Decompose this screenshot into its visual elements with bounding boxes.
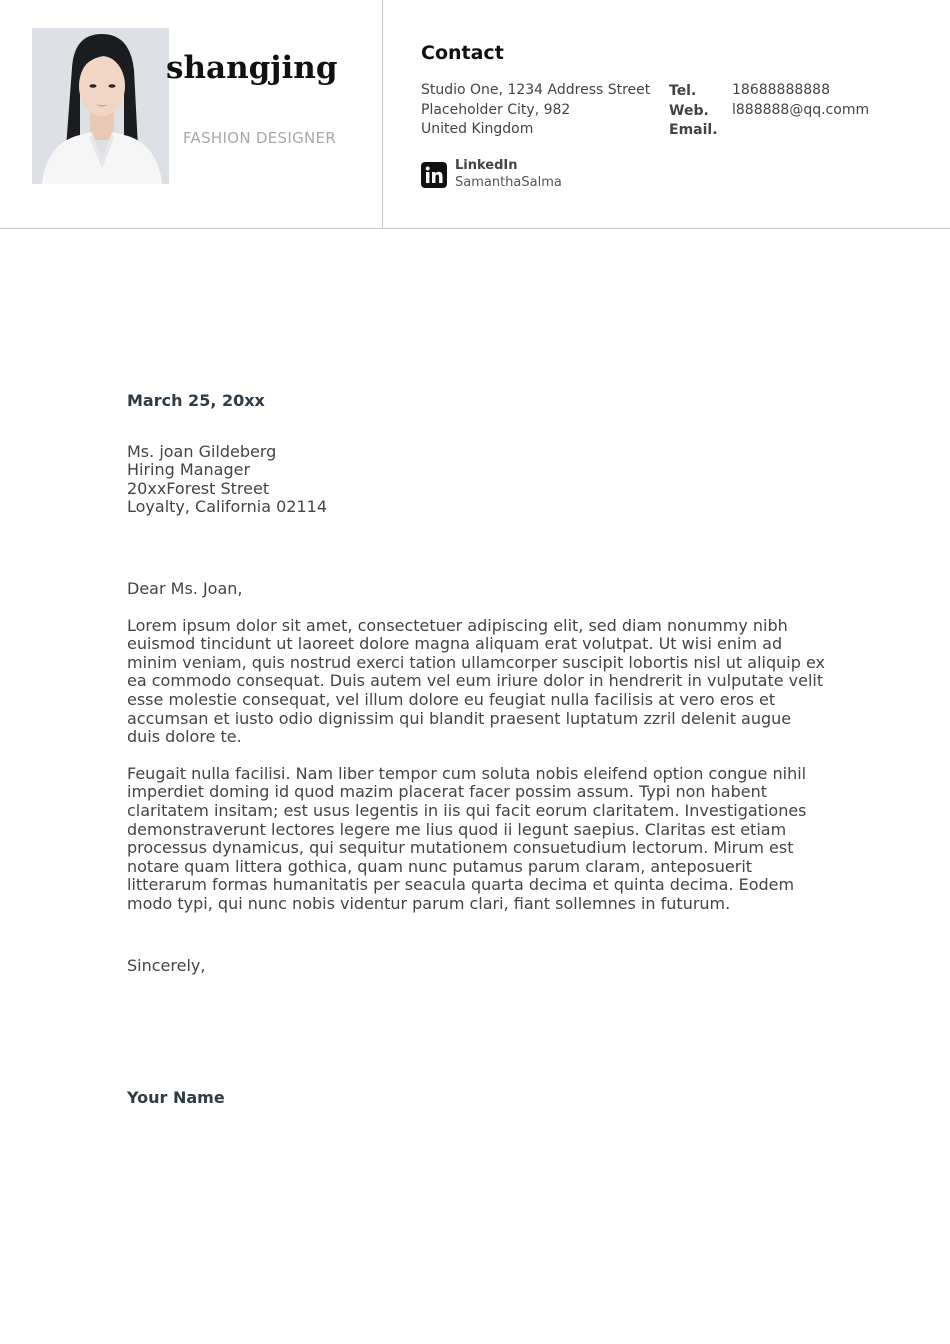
contact-labels xyxy=(669,82,718,141)
body-paragraph: Feugait nulla facilisi. Nam liber tempor cum soluta nobis eleifend option congue nihil imperdiet doming id quod mazim placerat facer possim assum. Typi non habent claritatem insitam; est usus legentis in iis qui facit eorum claritatem. Investigationes demonstraverunt lectores legere me lius quod ii legunt saepius. Claritas est etiam processus dynamicus, qui sequitur mutationem consuetudium lectorum. Mirum est notare quam littera gothica, quam nunc putamus parum claram, anteposuerit litterarum formas humanitatis per seacula quarta decima et quinta decima. Eodem modo typi, qui nunc nobis videntur parum clari, fiant sollemnes in futurum. xyxy=(127,763,807,913)
web-label: Web. xyxy=(669,102,709,119)
web-value: l888888@qq.comm xyxy=(732,101,870,118)
closing: Sincerely, xyxy=(127,956,206,976)
signature-name: Your Name xyxy=(127,1088,225,1108)
profile-photo xyxy=(32,28,169,184)
tel-label: Tel. xyxy=(669,83,697,99)
tel-value: 18688888888 xyxy=(732,82,830,98)
linkedin-label: LinkedIn xyxy=(455,158,518,173)
linkedin-handle[interactable]: SamanthaSalma xyxy=(455,175,562,190)
job-title: FASHION DESIGNER xyxy=(183,129,337,147)
header-divider xyxy=(382,0,383,228)
cover-letter-body xyxy=(127,392,827,1108)
contact-address xyxy=(421,81,650,140)
recipient-line: Loyalty, California 02114 xyxy=(127,497,328,517)
portrait-image xyxy=(32,28,169,184)
recipient-block xyxy=(127,443,827,517)
body-paragraph: Lorem ipsum dolor sit amet, consectetuer adipiscing elit, sed diam nonummy nibh euismod tincidunt ut laoreet dolore magna aliquam erat volutpat. Ut wisi enim ad minim veniam, quis nostrud exerci tation ullamcorper suscipit lobortis nisl ut aliquip ex ea commodo consequat. Duis autem vel eum iriure dolor in hendrerit in vulputate velit esse molestie consequat, vel illum dolore eu feugiat nulla facilisis at vero eros et accumsan et iusto odio dignissim qui blandit praesent luptatum zzril delenit augue duis dolore te. xyxy=(127,615,825,747)
address-line: Studio One, 1234 Address Street xyxy=(421,82,651,98)
recipient-line: 20xxForest Street xyxy=(127,478,270,498)
resume-header xyxy=(0,0,950,229)
email-label: Email. xyxy=(669,122,718,138)
address-line: Placeholder City, 982 xyxy=(421,101,571,118)
address-line: United Kingdom xyxy=(421,121,534,137)
letter-date: March 25, 20xx xyxy=(127,391,265,410)
contact-heading: Contact xyxy=(421,42,504,64)
recipient-line: Hiring Manager xyxy=(127,460,251,480)
salutation: Dear Ms. Joan, xyxy=(127,578,243,598)
linkedin-icon[interactable] xyxy=(421,162,447,188)
applicant-name: shangjing xyxy=(166,50,338,86)
recipient-line: Ms. joan Gildeberg xyxy=(127,441,277,461)
contact-values xyxy=(732,81,869,120)
